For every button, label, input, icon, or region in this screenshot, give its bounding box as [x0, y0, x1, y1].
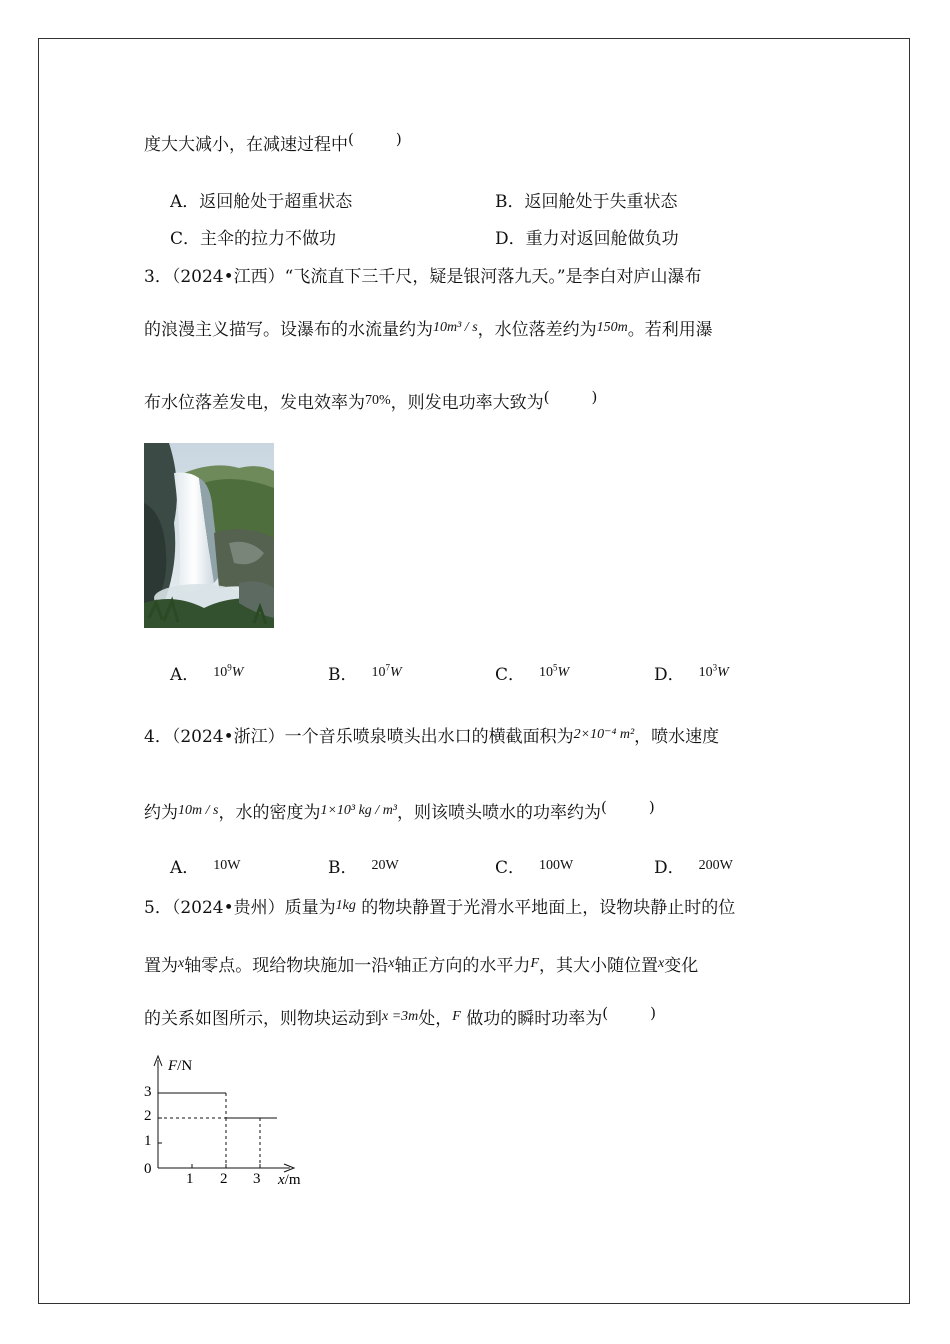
q5-stem-line2: 置为$^x$轴零点。现给物块施加一沿$^x$轴正方向的水平力$^F$，其大小随位置$^x$变化 — [144, 956, 699, 976]
q4-option-d[interactable]: D． $^{200W}$ — [654, 858, 733, 878]
q4-option-c[interactable]: C． $^{100W}$ — [495, 858, 574, 878]
q3-stem-line2: 的浪漫主义描写。设瀑布的水流量约为$^{10m^3 / s}$，水位落差约为$^{150m}$。若利用瀑 — [144, 320, 713, 340]
q5-stem-line3: 的关系如图所示，则物块运动到$^{x =3m}$处，$^F$ 做功的瞬时功率为( ) — [144, 1004, 656, 1029]
q2-option-b[interactable]: B．返回舱处于失重状态 — [495, 192, 678, 212]
q3-option-d[interactable]: D． $^{10^3W}$ — [654, 662, 729, 685]
q5-stem-line1: 5．（2024•贵州）质量为$^{1kg}$ 的物块静置于光滑水平地面上，设物块静止时的位 — [144, 898, 736, 918]
q3-option-a[interactable]: A． $^{10^9W}$ — [170, 662, 244, 685]
y-axis-label: F/N — [168, 1058, 193, 1074]
force-position-chart — [140, 1052, 315, 1192]
q4-stem-line2: 约为$^{10m / s}$，水的密度为$^{1\times 10^3 kg / m^3}$，则该喷头喷水的功率约为( ) — [144, 798, 655, 823]
q3-option-c[interactable]: C． $^{10^5W}$ — [495, 662, 570, 685]
y-tick-label-3: 3 — [144, 1084, 152, 1100]
x-tick-label-3: 3 — [253, 1171, 261, 1187]
waterfall-photo — [144, 443, 274, 628]
force-position-graph — [140, 1052, 315, 1192]
y-tick-label-1: 1 — [144, 1133, 152, 1149]
x-tick-label-1: 1 — [186, 1171, 194, 1187]
q4-option-b[interactable]: B． $^{20W}$ — [328, 858, 399, 878]
x-tick-label-2: 2 — [220, 1171, 228, 1187]
q2-stem-tail: 度大大减小，在减速过程中( ) — [144, 130, 402, 155]
q2-option-a[interactable]: A．返回舱处于超重状态 — [170, 192, 353, 212]
origin-label: 0 — [144, 1161, 152, 1177]
q2-option-c[interactable]: C．主伞的拉力不做功 — [170, 229, 337, 249]
q3-option-b[interactable]: B． $^{10^7W}$ — [328, 662, 402, 685]
q4-stem-line1: 4．（2024•浙江）一个音乐喷泉喷头出水口的横截面积为$^{2\times 10^{-4} m^2}$，喷水速度 — [144, 727, 720, 747]
y-tick-label-2: 2 — [144, 1108, 152, 1124]
q2-option-d[interactable]: D．重力对返回舱做负功 — [495, 229, 679, 249]
q4-option-a[interactable]: A． $^{10W}$ — [170, 858, 241, 878]
x-axis-label: x/m — [278, 1172, 301, 1188]
q3-stem-line1: 3．（2024•江西）“飞流直下三千尺，疑是银河落九天。”是李白对庐山瀑布 — [144, 267, 702, 287]
q3-stem-line3: 布水位落差发电，发电效率为$^{70\%}$，则发电功率大致为( ) — [144, 388, 598, 413]
